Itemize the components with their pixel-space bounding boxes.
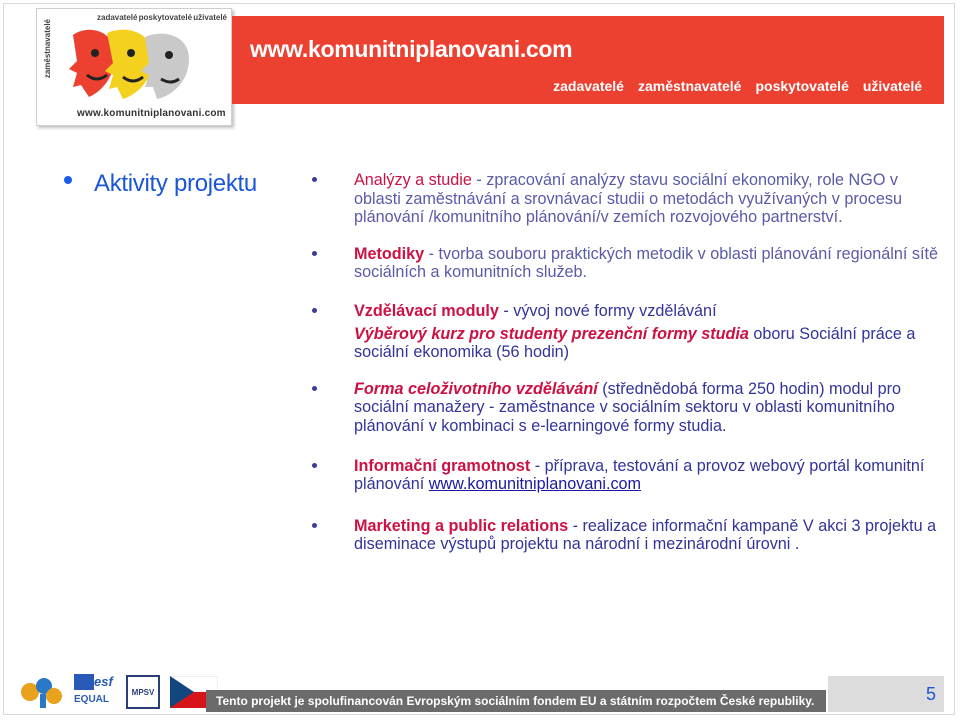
item-subtext: oboru Sociální práce a sociální ekonomika (56 hodin)	[354, 324, 916, 362]
mpsv-logo-text: MPSV	[131, 687, 155, 697]
esf-logo-text: esf	[94, 674, 113, 689]
site-url-link[interactable]: www.komunitniplanovani.com	[250, 36, 573, 62]
esf-equal-logo	[74, 674, 116, 710]
mpsv-logo	[126, 675, 160, 709]
cofinancing-note: Tento projekt je spolufinancován Evropským sociálním fondem EU a státním rozpočtem České republiky.	[206, 690, 826, 712]
title-bullet-icon	[64, 176, 72, 184]
item-text: - tvorba souboru praktických metodik v oblasti plánování regionální sítě sociálních a komunitních služeb.	[354, 244, 938, 282]
logo-word-1: zadavatelé	[97, 13, 138, 22]
nav-item-poskytovatele[interactable]: poskytovatelé	[755, 78, 849, 94]
page-number: 5	[828, 676, 944, 712]
header-banner	[232, 16, 944, 104]
logo-side-word: zaměstnavatelé	[43, 19, 52, 79]
item-heading: Forma celoživotního vzdělávání	[354, 379, 598, 398]
nav-item-zadavatele[interactable]: zadavatelé	[553, 78, 624, 94]
logo-url: www.komunitniplanovani.com	[77, 108, 226, 119]
bullet-icon	[312, 308, 317, 313]
item-text: - realizace informační kampaně V akci 3 projektu a diseminace výstupů projektu na národní i mezinárodní úrovni .	[354, 516, 937, 554]
nav-item-zamestnavatele[interactable]: zaměstnavatelé	[637, 78, 742, 94]
ckp-logo-icon	[20, 674, 64, 710]
header-nav	[553, 78, 922, 94]
project-logo[interactable]	[36, 8, 232, 126]
logo-top-words	[97, 13, 227, 22]
equal-logo-text: EQUAL	[74, 694, 109, 705]
item-text: (střednědobá forma 250 hodin) modul pro sociální manažery - zaměstnance v sociálním sektoru v oblasti komunitního plánování v kombinaci s e-learningové formy studia.	[354, 379, 902, 435]
bullet-icon	[312, 523, 317, 528]
bullet-icon	[312, 463, 317, 468]
item-heading: Vzdělávací moduly	[354, 301, 499, 320]
list-item	[354, 517, 944, 554]
item-heading: Marketing a public relations	[354, 516, 569, 535]
item-text: - příprava, testování a provoz webový portál komunitní plánování	[354, 456, 925, 494]
list-item	[354, 457, 944, 494]
list-item	[354, 245, 944, 282]
bullet-icon	[312, 251, 317, 256]
list-item	[354, 302, 944, 362]
item-heading: Informační gramotnost	[354, 456, 531, 475]
logo-word-2: poskytovatelé	[138, 13, 193, 22]
footer-logos	[20, 674, 218, 710]
bullet-icon	[312, 386, 317, 391]
list-item	[354, 380, 944, 436]
portal-link[interactable]: www.komunitniplanovani.com	[428, 475, 642, 494]
item-text: - vývoj nové formy vzdělávání	[498, 301, 717, 320]
nav-item-uzivatele[interactable]: uživatelé	[862, 78, 922, 94]
list-item	[354, 171, 944, 227]
logo-word-3: uživatelé	[193, 13, 227, 22]
item-subheading: Výběrový kurz pro studenty prezenční formy studia	[354, 324, 749, 343]
slide-title: Aktivity projektu	[94, 170, 257, 197]
item-heading: Analýzy a studie	[354, 171, 472, 189]
bullet-icon	[312, 177, 317, 182]
activity-list	[354, 171, 944, 554]
item-heading: Metodiky	[354, 244, 425, 263]
faces-icon	[67, 25, 217, 105]
item-text: - zpracování analýzy stavu sociální ekonomiky, role NGO v oblasti zaměstnávání a srovnávací studii o metodách využívaných v procesu plánování /komunitního plánování/v zemích rozvojového partnerství.	[354, 171, 902, 227]
